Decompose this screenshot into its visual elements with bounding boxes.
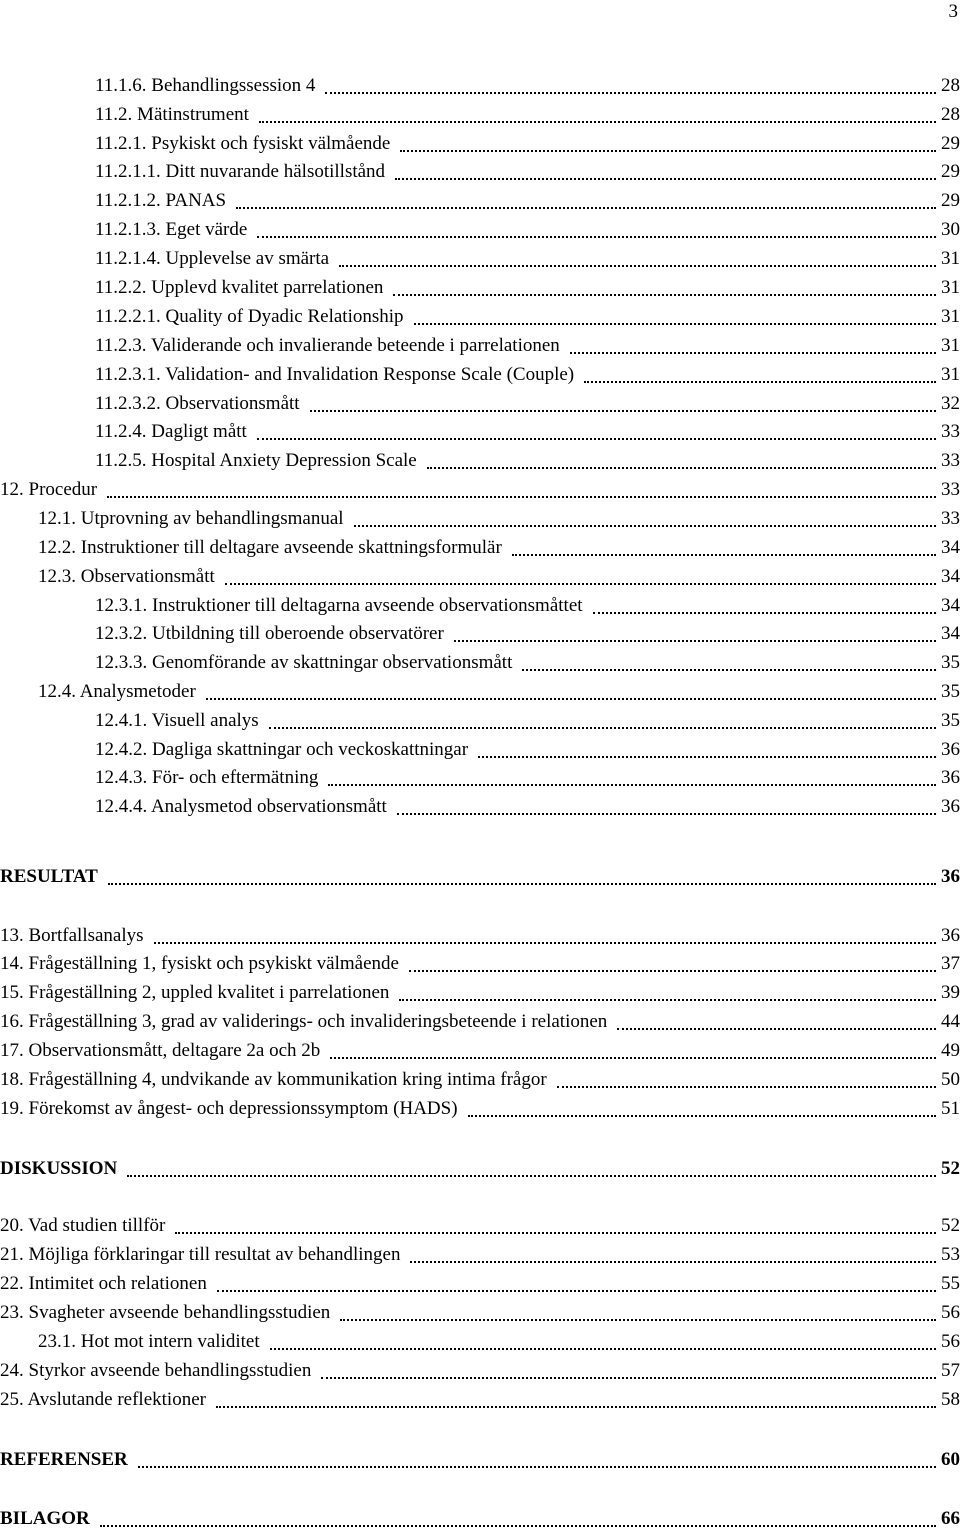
toc-heading[interactable] [0, 1448, 960, 1472]
toc-entry-title: 11.2.5. Hospital Anxiety Depression Scale [95, 450, 417, 471]
dot-leader [427, 449, 936, 473]
toc-entry-page: 36 [941, 925, 960, 946]
toc-entry-page: 36 [941, 739, 960, 760]
toc-entry-title: 12. Procedur [0, 479, 98, 500]
dot-leader [257, 218, 936, 242]
toc-entry-page: 50 [941, 1069, 960, 1090]
toc-entry-title: 12.3.1. Instruktioner till deltagarna avseende observationsmåttet [95, 595, 583, 616]
toc-entry-page: 28 [941, 104, 960, 125]
dot-leader [269, 709, 936, 733]
toc-entry-page: 35 [941, 652, 960, 673]
toc-entry[interactable] [0, 981, 960, 1005]
dot-leader [216, 1388, 936, 1412]
dot-leader [328, 766, 936, 790]
toc-entry[interactable] [0, 565, 960, 589]
toc-entry-page: 39 [941, 982, 960, 1003]
toc-entry-page: 33 [941, 421, 960, 442]
dot-leader [325, 74, 936, 98]
dot-leader [175, 1214, 936, 1238]
toc-entry-page: 49 [941, 1040, 960, 1061]
dot-leader [478, 738, 936, 762]
dot-leader [270, 1330, 936, 1354]
toc-entry-page: 36 [941, 866, 960, 887]
toc-entry-page: 53 [941, 1244, 960, 1265]
dot-leader [400, 132, 936, 156]
toc-entry-title: 18. Frågeställning 4, undvikande av kommunikation kring intima frågor [0, 1069, 547, 1090]
toc-entry-title: BILAGOR [0, 1508, 90, 1529]
toc-entry[interactable] [0, 305, 960, 329]
dot-leader [310, 392, 936, 416]
toc-entry[interactable] [0, 276, 960, 300]
toc-heading[interactable] [0, 1157, 960, 1181]
toc-entry-page: 58 [941, 1389, 960, 1410]
toc-entry-page: 33 [941, 479, 960, 500]
toc-heading[interactable] [0, 1507, 960, 1531]
toc-entry-title: 12.1. Utprovning av behandlingsmanual [38, 508, 344, 529]
dot-leader [557, 1068, 936, 1092]
toc-entry-page: 44 [941, 1011, 960, 1032]
toc-entry[interactable] [0, 392, 960, 416]
toc-entry-page: 52 [941, 1215, 960, 1236]
toc-entry-title: 12.4.3. För- och eftermätning [95, 767, 319, 788]
dot-leader [395, 160, 936, 184]
toc-entry-title: 25. Avslutande reflektioner [0, 1389, 206, 1410]
dot-leader [127, 1157, 936, 1181]
toc-entry-page: 34 [941, 566, 960, 587]
toc-entry[interactable] [0, 1301, 960, 1325]
toc-entry[interactable] [0, 507, 960, 531]
toc-entry-page: 36 [941, 796, 960, 817]
toc-entry[interactable] [0, 1010, 960, 1034]
toc-entry-title: 12.4. Analysmetoder [38, 681, 196, 702]
toc-entry-title: 20. Vad studien tillför [0, 1215, 166, 1236]
toc-entry[interactable] [0, 1359, 960, 1383]
toc-entry-page: 56 [941, 1331, 960, 1352]
toc-entry[interactable] [0, 709, 960, 733]
dot-leader [584, 363, 936, 387]
page-number: 3 [948, 1, 958, 22]
toc-entry-title: 17. Observationsmått, deltagare 2a och 2b [0, 1040, 321, 1061]
toc-entry[interactable] [0, 1272, 960, 1296]
toc-entry[interactable] [0, 1039, 960, 1063]
toc-entry[interactable] [0, 420, 960, 444]
dot-leader [206, 680, 936, 704]
toc-entry-title: 23. Svagheter avseende behandlingsstudien [0, 1302, 331, 1323]
toc-entry[interactable] [0, 1068, 960, 1092]
toc-entry-title: 12.2. Instruktioner till deltagare avseende skattningsformulär [38, 537, 502, 558]
dot-leader [393, 276, 936, 300]
dot-leader [410, 1243, 936, 1267]
toc-entry[interactable] [0, 478, 960, 502]
toc-entry-title: 11.2.3. Validerande och invalierande beteende i parrelationen [95, 335, 560, 356]
toc-entry-title: 12.4.1. Visuell analys [95, 710, 259, 731]
dot-leader [236, 189, 936, 213]
dot-leader [107, 478, 936, 502]
toc-entry-title: 11.2.2.1. Quality of Dyadic Relationship [95, 306, 404, 327]
toc-entry[interactable] [0, 622, 960, 646]
dot-leader [321, 1359, 936, 1383]
toc-entry[interactable] [0, 1330, 960, 1354]
toc-entry[interactable] [0, 247, 960, 271]
toc-heading[interactable] [0, 865, 960, 889]
dot-leader [512, 536, 936, 560]
toc-entry-title: 11.2.1.1. Ditt nuvarande hälsotillstånd [95, 161, 386, 182]
toc-entry-page: 31 [941, 364, 960, 385]
dot-leader [397, 795, 936, 819]
toc-entry-page: 56 [941, 1302, 960, 1323]
toc-entry-page: 34 [941, 623, 960, 644]
toc-entry-page: 35 [941, 681, 960, 702]
toc-entry-title: 11.2.1.4. Upplevelse av smärta [95, 248, 330, 269]
dot-leader [409, 952, 936, 976]
dot-leader [617, 1010, 936, 1034]
toc-entry[interactable] [0, 952, 960, 976]
toc-entry-title: 12.3.2. Utbildning till oberoende observatörer [95, 623, 444, 644]
dot-leader [468, 1097, 936, 1121]
toc-entry-page: 66 [941, 1508, 960, 1529]
toc-entry-page: 31 [941, 277, 960, 298]
toc-entry-title: 12.4.4. Analysmetod observationsmått [95, 796, 387, 817]
toc-entry-page: 57 [941, 1360, 960, 1381]
toc-entry[interactable] [0, 795, 960, 819]
toc-entry-page: 35 [941, 710, 960, 731]
toc-entry-title: REFERENSER [0, 1449, 128, 1470]
dot-leader [570, 334, 936, 358]
toc-entry-page: 29 [941, 133, 960, 154]
toc-entry-page: 29 [941, 161, 960, 182]
toc-entry-page: 37 [941, 953, 960, 974]
toc-entry[interactable] [0, 738, 960, 762]
toc-entry-page: 51 [941, 1098, 960, 1119]
toc-entry-title: 22. Intimitet och relationen [0, 1273, 207, 1294]
toc-entry[interactable] [0, 363, 960, 387]
toc-entry[interactable] [0, 74, 960, 98]
dot-leader [340, 1301, 936, 1325]
dot-leader [454, 622, 936, 646]
toc-entry[interactable] [0, 449, 960, 473]
toc-entry-title: 11.2.3.1. Validation- and Invalidation Response Scale (Couple) [95, 364, 575, 385]
toc-entry-page: 28 [941, 75, 960, 96]
toc-entry-page: 33 [941, 508, 960, 529]
toc-entry-title: 24. Styrkor avseende behandlingsstudien [0, 1360, 312, 1381]
toc-entry[interactable] [0, 924, 960, 948]
toc-entry-page: 52 [941, 1158, 960, 1179]
toc-entry-title: DISKUSSION [0, 1158, 118, 1179]
dot-leader [100, 1507, 936, 1531]
toc-entry[interactable] [0, 1214, 960, 1238]
toc-entry-title: 12.3.3. Genomförande av skattningar observationsmått [95, 652, 513, 673]
toc-entry-title: 23.1. Hot mot intern validitet [38, 1331, 260, 1352]
toc-entry-page: 33 [941, 450, 960, 471]
toc-entry[interactable] [0, 103, 960, 127]
toc-entry-title: 11.2.2. Upplevd kvalitet parrelationen [95, 277, 384, 298]
dot-leader [217, 1272, 936, 1296]
toc-entry-title: 11.2.3.2. Observationsmått [95, 393, 300, 414]
toc-entry-page: 32 [941, 393, 960, 414]
toc-entry-title: 14. Frågeställning 1, fysiskt och psykiskt välmående [0, 953, 399, 974]
toc-entry-title: 12.4.2. Dagliga skattningar och veckoskattningar [95, 739, 469, 760]
dot-leader [339, 247, 936, 271]
toc-entry-title: 13. Bortfallsanalys [0, 925, 144, 946]
toc-entry-title: 21. Möjliga förklaringar till resultat av behandlingen [0, 1244, 401, 1265]
toc-entry[interactable] [0, 594, 960, 618]
toc-entry-title: 11.2.4. Dagligt mått [95, 421, 247, 442]
toc-entry-page: 31 [941, 248, 960, 269]
toc-entry-page: 31 [941, 306, 960, 327]
dot-leader [154, 924, 936, 948]
toc-entry-page: 30 [941, 219, 960, 240]
toc-entry-title: 11.2.1.2. PANAS [95, 190, 227, 211]
toc-entry-title: 16. Frågeställning 3, grad av validerings- och invalideringsbeteende i relationen [0, 1011, 608, 1032]
dot-leader [138, 1448, 936, 1472]
toc-entry[interactable] [0, 536, 960, 560]
toc-entry-page: 31 [941, 335, 960, 356]
toc-entry-title: 11.2.1. Psykiskt och fysiskt välmående [95, 133, 391, 154]
toc-entry[interactable] [0, 766, 960, 790]
toc-entry-title: RESULTAT [0, 866, 98, 887]
toc-entry-title: 11.1.6. Behandlingssession 4 [95, 75, 316, 96]
toc-entry[interactable] [0, 334, 960, 358]
toc-entry-page: 34 [941, 595, 960, 616]
dot-leader [593, 594, 936, 618]
toc-entry-title: 12.3. Observationsmått [38, 566, 215, 587]
dot-leader [330, 1039, 936, 1063]
toc-entry[interactable] [0, 218, 960, 242]
toc-entry[interactable] [0, 651, 960, 675]
toc-entry[interactable] [0, 1097, 960, 1121]
toc-entry-page: 55 [941, 1273, 960, 1294]
dot-leader [259, 103, 936, 127]
dot-leader [257, 420, 936, 444]
toc-entry-title: 11.2.1.3. Eget värde [95, 219, 248, 240]
toc-entry[interactable] [0, 680, 960, 704]
dot-leader [414, 305, 936, 329]
toc-entry-page: 34 [941, 537, 960, 558]
toc-entry-title: 15. Frågeställning 2, uppled kvalitet i parrelationen [0, 982, 390, 1003]
dot-leader [522, 651, 936, 675]
toc-entry-page: 36 [941, 767, 960, 788]
toc-entry[interactable] [0, 189, 960, 213]
dot-leader [354, 507, 936, 531]
toc-entry-page: 29 [941, 190, 960, 211]
dot-leader [108, 865, 936, 889]
toc-entry-page: 60 [941, 1449, 960, 1470]
dot-leader [225, 565, 936, 589]
toc-entry[interactable] [0, 160, 960, 184]
toc-entry-title: 11.2. Mätinstrument [95, 104, 249, 125]
toc-entry-title: 19. Förekomst av ångest- och depressionssymptom (HADS) [0, 1098, 458, 1119]
toc-entry[interactable] [0, 1243, 960, 1267]
dot-leader [399, 981, 936, 1005]
toc-entry[interactable] [0, 1388, 960, 1412]
toc-entry[interactable] [0, 132, 960, 156]
